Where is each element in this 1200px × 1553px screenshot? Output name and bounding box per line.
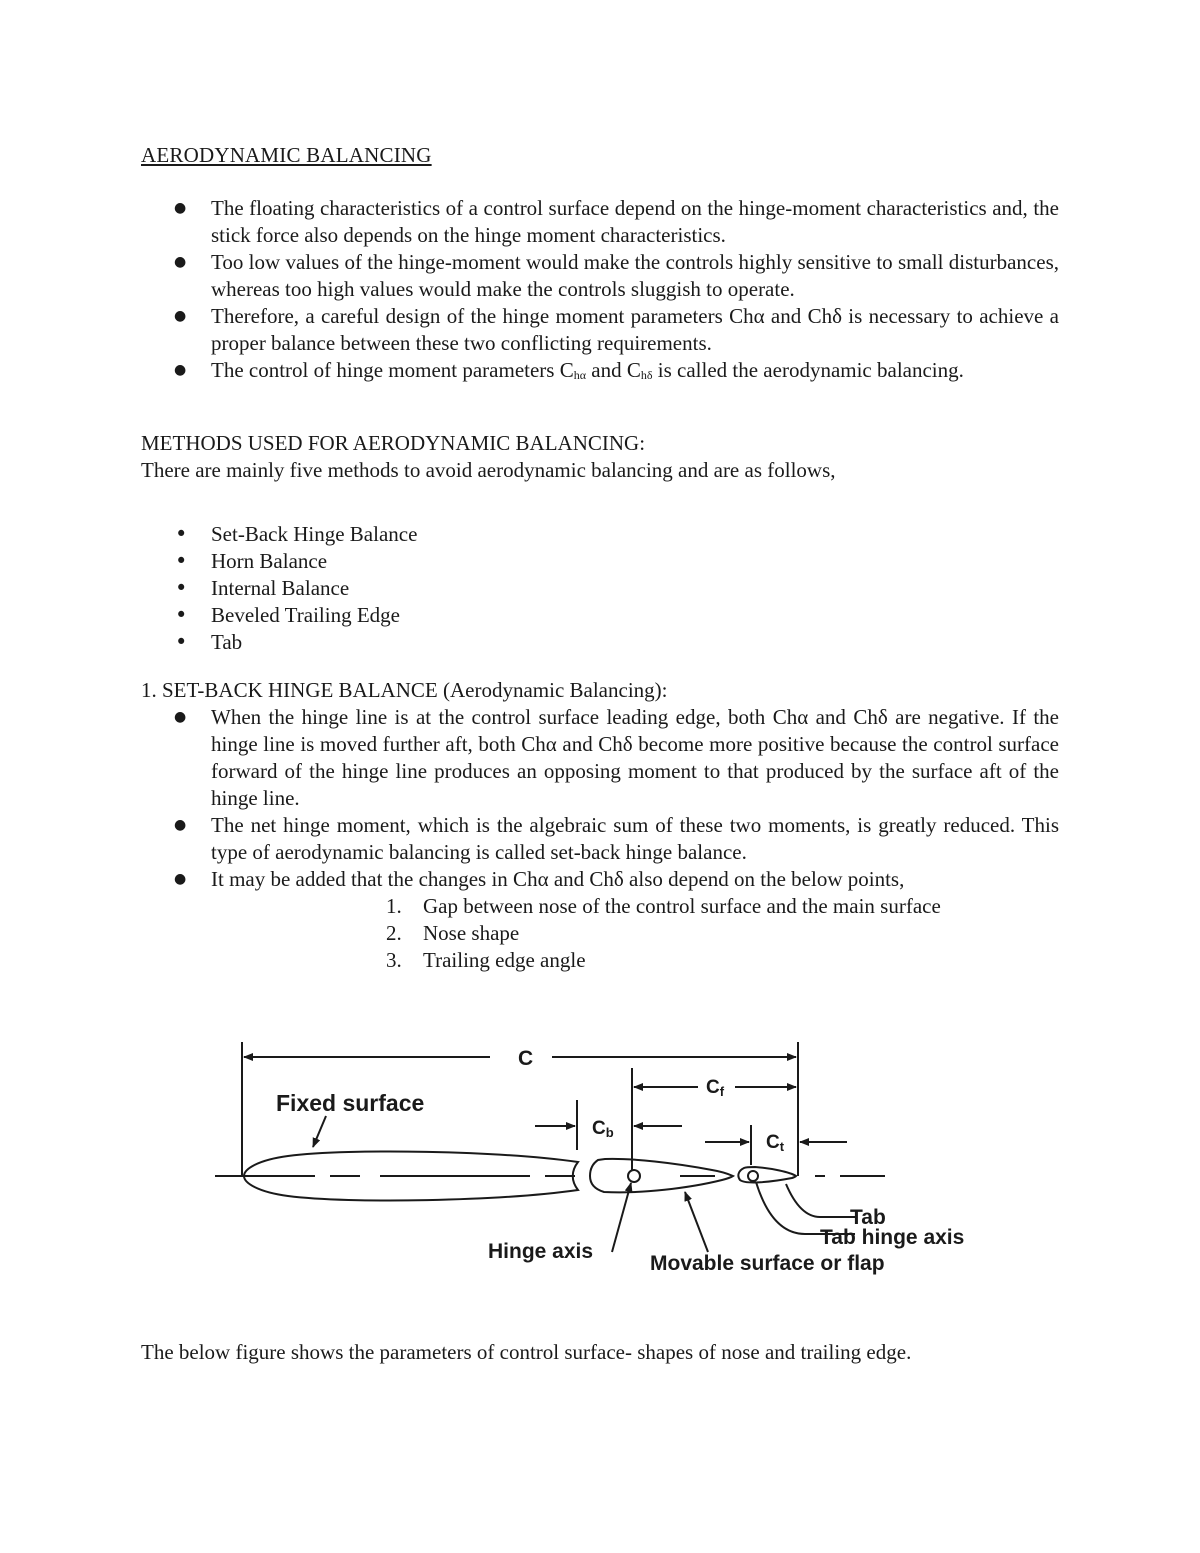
list-item: ● When the hinge line is at the control surface leading edge, both Chα and Chδ are negative. If the hinge line is moved further aft, both Chα and Chδ become more positive because the control surface forward of the hinge line produces an opposing moment to that produced by the surface aft of the hinge line. [141, 704, 1059, 812]
numbered-points [386, 893, 941, 974]
list-item: ● The net hinge moment, which is the algebraic sum of these two moments, is greatly reduced. This type of aerodynamic balancing is called set-back hinge balance. [141, 812, 1059, 866]
methods-heading: METHODS USED FOR AERODYNAMIC BALANCING: [141, 431, 646, 455]
tab-leader [786, 1184, 855, 1217]
list-item [386, 920, 941, 947]
subscript: hδ [640, 368, 653, 382]
movable-surface-leader [685, 1192, 708, 1252]
item-number: 3. [386, 948, 402, 972]
bullet4-mid: and C [586, 358, 641, 382]
tab-label: Tab [850, 1206, 886, 1229]
section1-bullet-list [141, 704, 1059, 893]
list-item: • Internal Balance [141, 575, 1059, 602]
cf-label: Cf [706, 1077, 725, 1099]
list-item: ● The floating characteristics of a control surface depend on the hinge-moment characteristics and, the stick force also depends on the hinge moment characteristics. [141, 195, 1059, 249]
methods-list [141, 521, 1059, 656]
list-item: ● It may be added that the changes in Chα and Chδ also depend on the below points, [141, 866, 1059, 893]
cb-label: Cb [592, 1118, 614, 1140]
list-item: ● Too low values of the hinge-moment would make the controls highly sensitive to small disturbances, whereas too high values would make the controls sluggish to operate. [141, 249, 1059, 303]
list-item [386, 947, 941, 974]
list-item [141, 357, 1059, 389]
list-item: ● Therefore, a careful design of the hinge moment parameters Chα and Chδ is necessary to achieve a proper balance between these two conflicting requirements. [141, 303, 1059, 357]
bullet4-suffix: is called the aerodynamic balancing. [652, 358, 964, 382]
intro-bullet-list [141, 195, 1059, 389]
item-text: Trailing edge angle [423, 948, 586, 972]
list-item: • Beveled Trailing Edge [141, 602, 1059, 629]
item-text: Gap between nose of the control surface and the main surface [423, 894, 941, 918]
list-item [386, 893, 941, 920]
tab-shape [738, 1167, 796, 1182]
bullet4-prefix: The control of hinge moment parameters C [211, 358, 574, 382]
fixed-surface-leader [313, 1116, 326, 1147]
item-number: 2. [386, 921, 402, 945]
item-number: 1. [386, 894, 402, 918]
item-text: Nose shape [423, 921, 520, 945]
list-item: • Tab [141, 629, 1059, 656]
subscript: hα [573, 368, 587, 382]
methods-intro: There are mainly five methods to avoid aerodynamic balancing and are as follows, [141, 458, 836, 482]
c-label: C [518, 1047, 534, 1070]
list-item: • Set-Back Hinge Balance [141, 521, 1059, 548]
movable-surface-label: Movable surface or flap [650, 1252, 885, 1275]
closing-text: The below figure shows the parameters of control surface- shapes of nose and trailing edge. [141, 1340, 912, 1364]
section1-heading: 1. SET-BACK HINGE BALANCE (Aerodynamic Balancing): [141, 678, 668, 702]
control-surface-figure [200, 1030, 1000, 1290]
tab-hinge-axis-label: Tab hinge axis [820, 1226, 965, 1249]
tab-hinge-axis-marker [748, 1171, 758, 1181]
ct-label: Ct [766, 1132, 785, 1154]
hinge-axis-marker [628, 1170, 640, 1182]
fixed-surface-label: Fixed surface [276, 1090, 425, 1116]
list-item: • Horn Balance [141, 548, 1059, 575]
page-title: AERODYNAMIC BALANCING [141, 143, 432, 167]
hinge-axis-label: Hinge axis [488, 1240, 594, 1263]
